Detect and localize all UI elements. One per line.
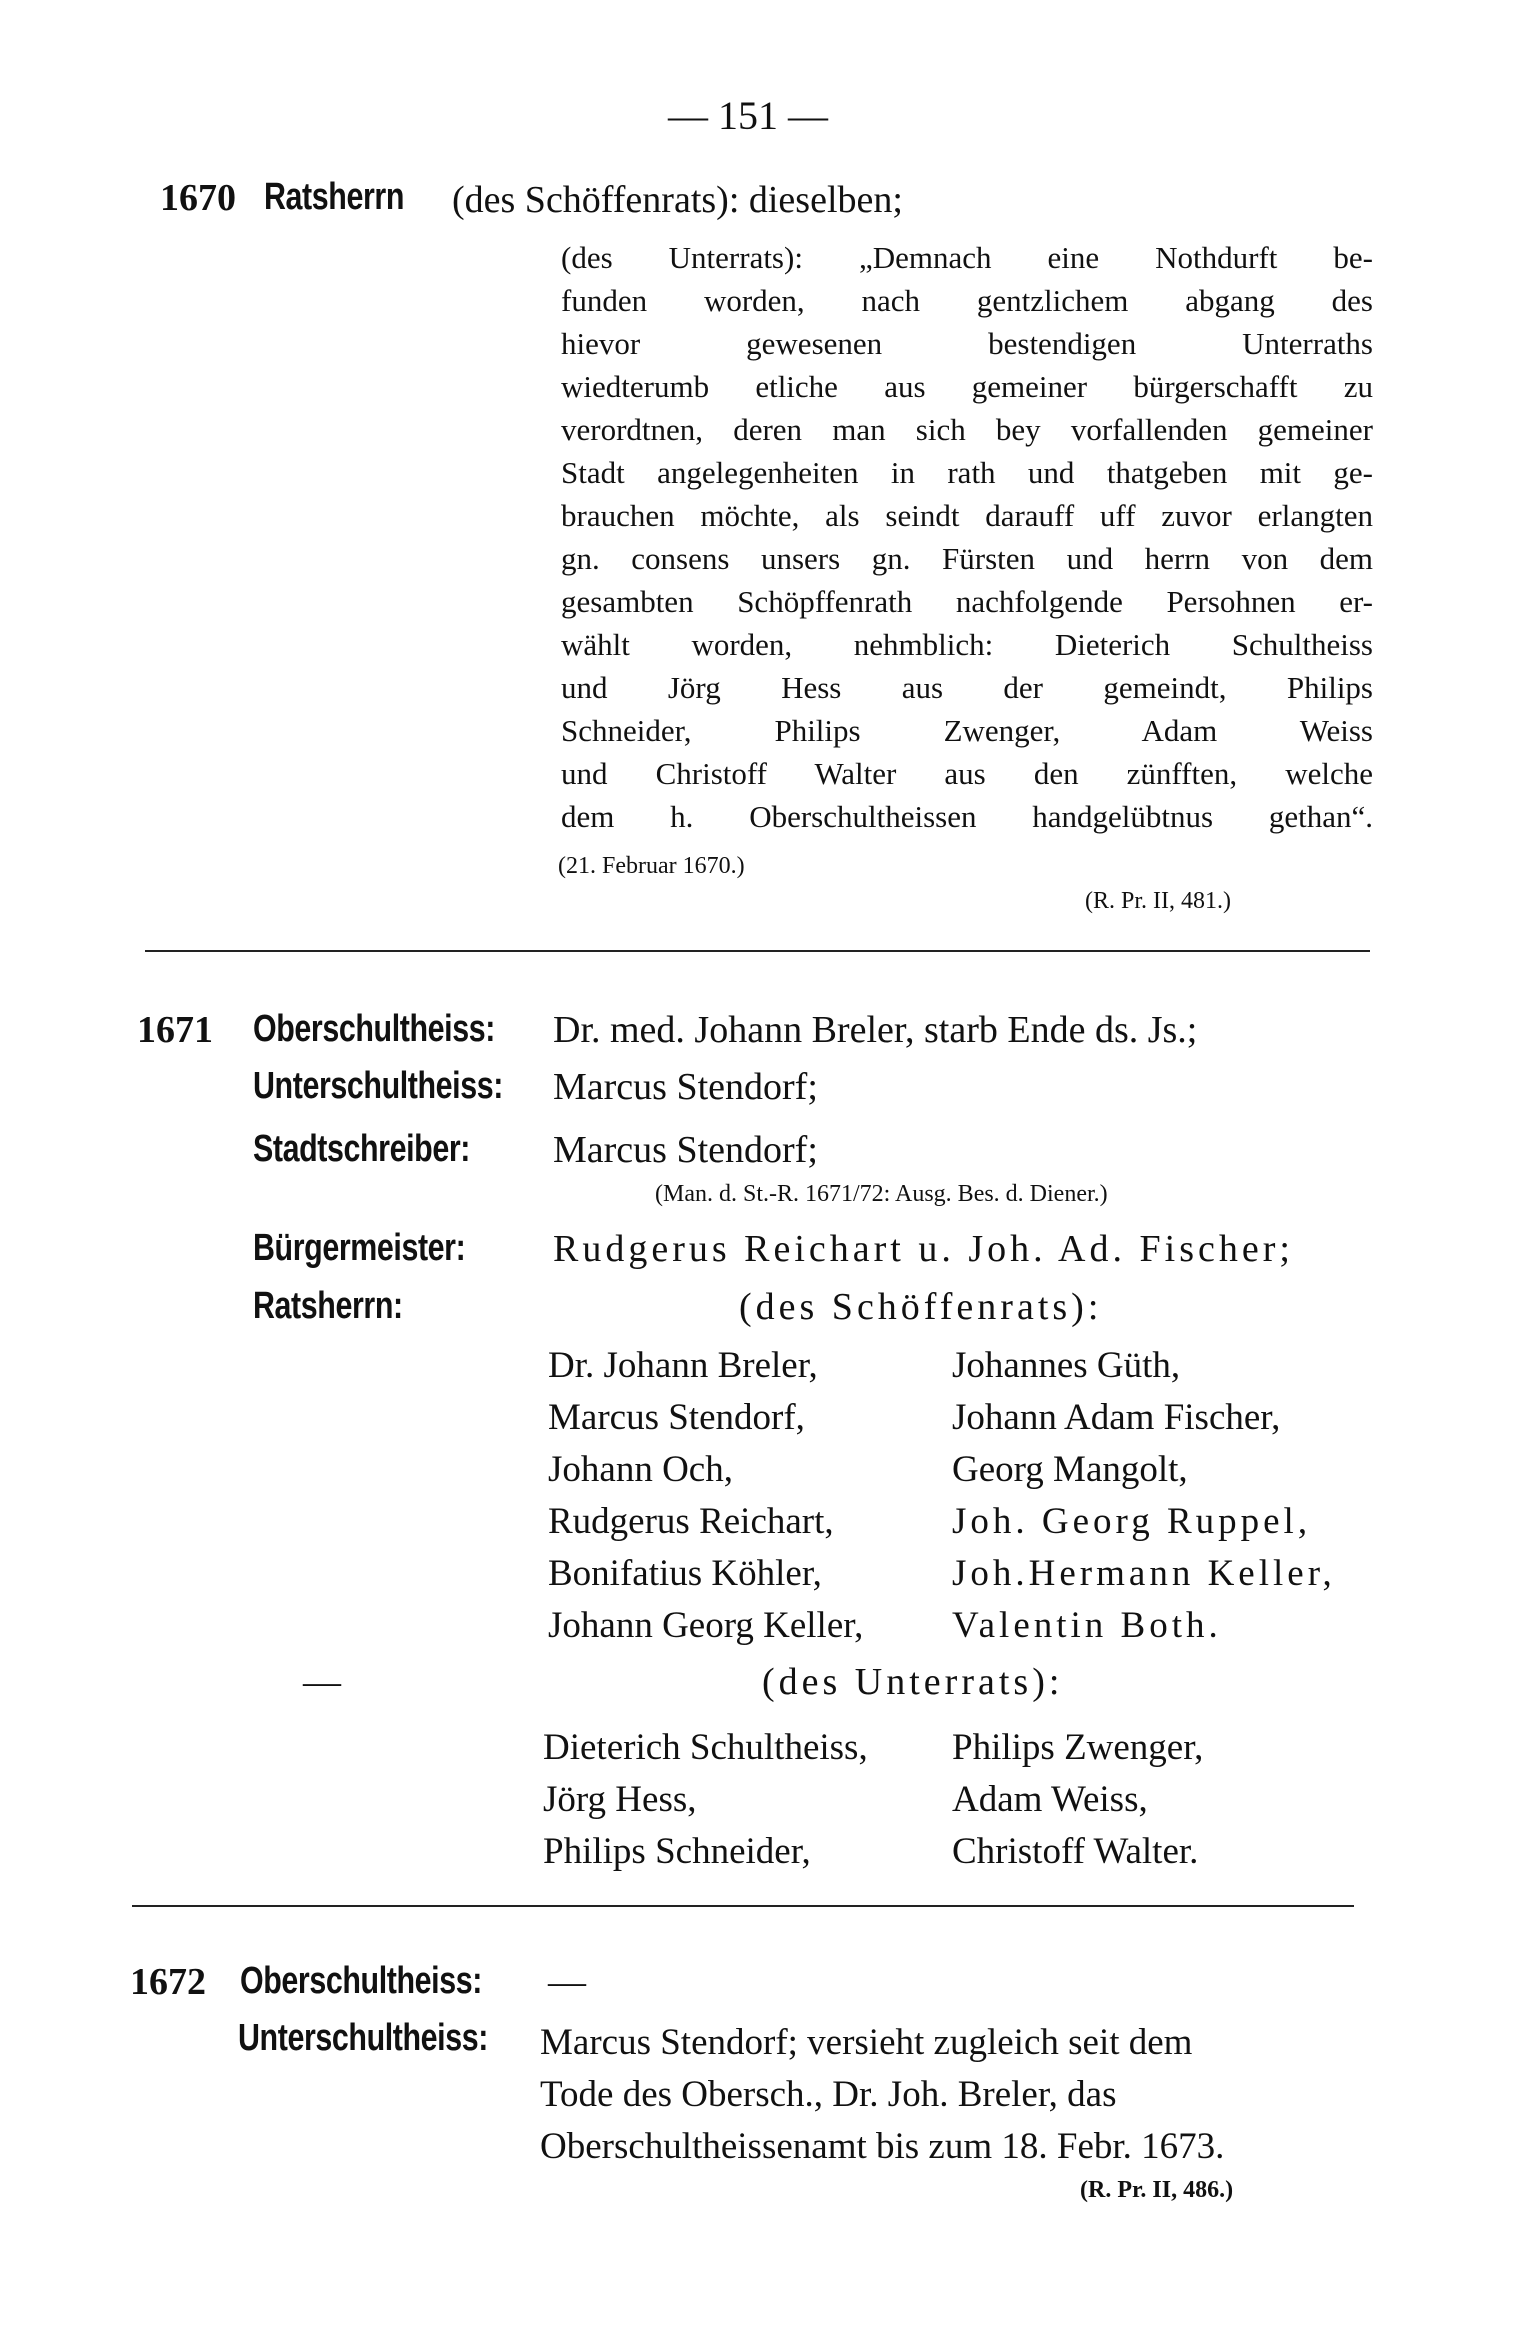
divider-rule [132,1905,1354,1907]
member-name: Johann Adam Fischer, [952,1397,1281,1438]
member-name: Philips Schneider, [543,1831,811,1872]
value-oberschultheiss-1672: — [548,1961,586,2003]
quote-line: dem h. Oberschultheissen handgelübtnus gethan“. [561,799,1373,834]
label-oberschultheiss-1672: Oberschultheiss: [240,1960,482,2002]
member-name: Dr. Johann Breler, [548,1345,818,1386]
label-unterschultheiss-1672: Unterschultheiss: [238,2017,488,2059]
heading-schoeffenrat-1671: (des Schöffenrats): [739,1286,1103,1328]
member-name: Jörg Hess, [543,1779,697,1820]
label-ratsherrn-1671: Ratsherrn: [253,1285,403,1327]
schoeffenrat-left-column [548,1340,863,1652]
member-name: Philips Zwenger, [952,1727,1204,1768]
value-stadtschreiber-1671: Marcus Stendorf; [553,1129,818,1171]
member-name: Johann Georg Keller, [548,1605,864,1646]
quote-line: wählt worden, nehmblich: Dieterich Schultheiss [561,627,1373,662]
label-buergermeister-1671: Bürgermeister: [253,1227,466,1269]
quote-line: funden worden, nach gentzlichem abgang des [561,283,1373,318]
source-note-1671: (Man. d. St.-R. 1671/72: Ausg. Bes. d. Diener.) [655,1181,1108,1207]
heading-unterrat-1671: (des Unterrats): [762,1661,1064,1703]
member-name: Valentin Both. [952,1605,1222,1646]
member-name: Joh.Hermann Keller, [952,1553,1336,1594]
member-name: Johann Och, [548,1449,733,1490]
text-line: Marcus Stendorf; versieht zugleich seit dem [540,2022,1193,2063]
quote-line: gn. consens unsers gn. Fürsten und herrn von dem [561,541,1373,576]
quote-line: brauchen möchte, als seindt darauff uff zuvor erlangten [561,498,1373,533]
member-name: Georg Mangolt, [952,1449,1188,1490]
member-name: Joh. Georg Ruppel, [952,1501,1312,1542]
quote-line: (des Unterrats): „Demnach eine Nothdurft be- [561,240,1373,275]
unterrat-left-column [543,1722,868,1878]
divider-rule [145,950,1370,952]
member-name: Johannes Güth, [952,1345,1181,1386]
member-name: Dieterich Schultheiss, [543,1727,868,1768]
year-1672: 1672 [130,1961,206,2003]
value-unterschultheiss-1671: Marcus Stendorf; [553,1066,818,1108]
year-1670: 1670 [160,177,236,219]
quote-line: gesambten Schöpffenrath nachfolgende Persohnen er- [561,584,1373,619]
value-oberschultheiss-1671: Dr. med. Johann Breler, starb Ende ds. Js.; [553,1009,1198,1051]
member-name: Marcus Stendorf, [548,1397,805,1438]
member-name: Christoff Walter. [952,1831,1199,1872]
label-unterschultheiss-1671: Unterschultheiss: [253,1065,503,1107]
text-line: Oberschultheissenamt bis zum 18. Febr. 1673. [540,2126,1225,2167]
quote-line: verordtnen, deren man sich bey vorfallenden gemeiner [561,412,1373,447]
role-ratsherrn-1670: Ratsherrn [264,176,404,218]
unterrat-right-column [952,1722,1203,1878]
year-1671: 1671 [137,1009,213,1051]
quote-line: hievor gewesenen bestendigen Unterraths [561,326,1373,361]
schoeffenrat-right-column [952,1340,1336,1652]
quote-line: und Christoff Walter aus den zünfften, welche [561,756,1373,791]
dash-1671: — [303,1661,341,1703]
text-line: Tode des Obersch., Dr. Joh. Breler, das [540,2074,1117,2115]
date-1670: (21. Februar 1670.) [558,853,745,879]
value-unterschultheiss-1672 [540,2017,1224,2173]
member-name: Rudgerus Reichart, [548,1501,834,1542]
ref-1670: (R. Pr. II, 481.) [1085,888,1231,914]
quote-1670 [561,236,1373,838]
member-name: Bonifatius Köhler, [548,1553,822,1594]
value-buergermeister-1671: Rudgerus Reichart u. Joh. Ad. Fischer; [553,1228,1294,1270]
label-stadtschreiber-1671: Stadtschreiber: [253,1128,470,1170]
quote-line: Schneider, Philips Zwenger, Adam Weiss [561,713,1373,748]
ratsherrn-1670-schoeffenrat: (des Schöffenrats): dieselben; [452,179,903,221]
quote-line: wiedterumb etliche aus gemeiner bürgerschafft zu [561,369,1373,404]
page-number: — 151 — [668,93,828,138]
label-oberschultheiss-1671: Oberschultheiss: [253,1008,495,1050]
ref-1672: (R. Pr. II, 486.) [1080,2177,1234,2203]
quote-line: Stadt angelegenheiten in rath und thatgeben mit ge- [561,455,1373,490]
quote-line: und Jörg Hess aus der gemeindt, Philips [561,670,1373,705]
member-name: Adam Weiss, [952,1779,1148,1820]
